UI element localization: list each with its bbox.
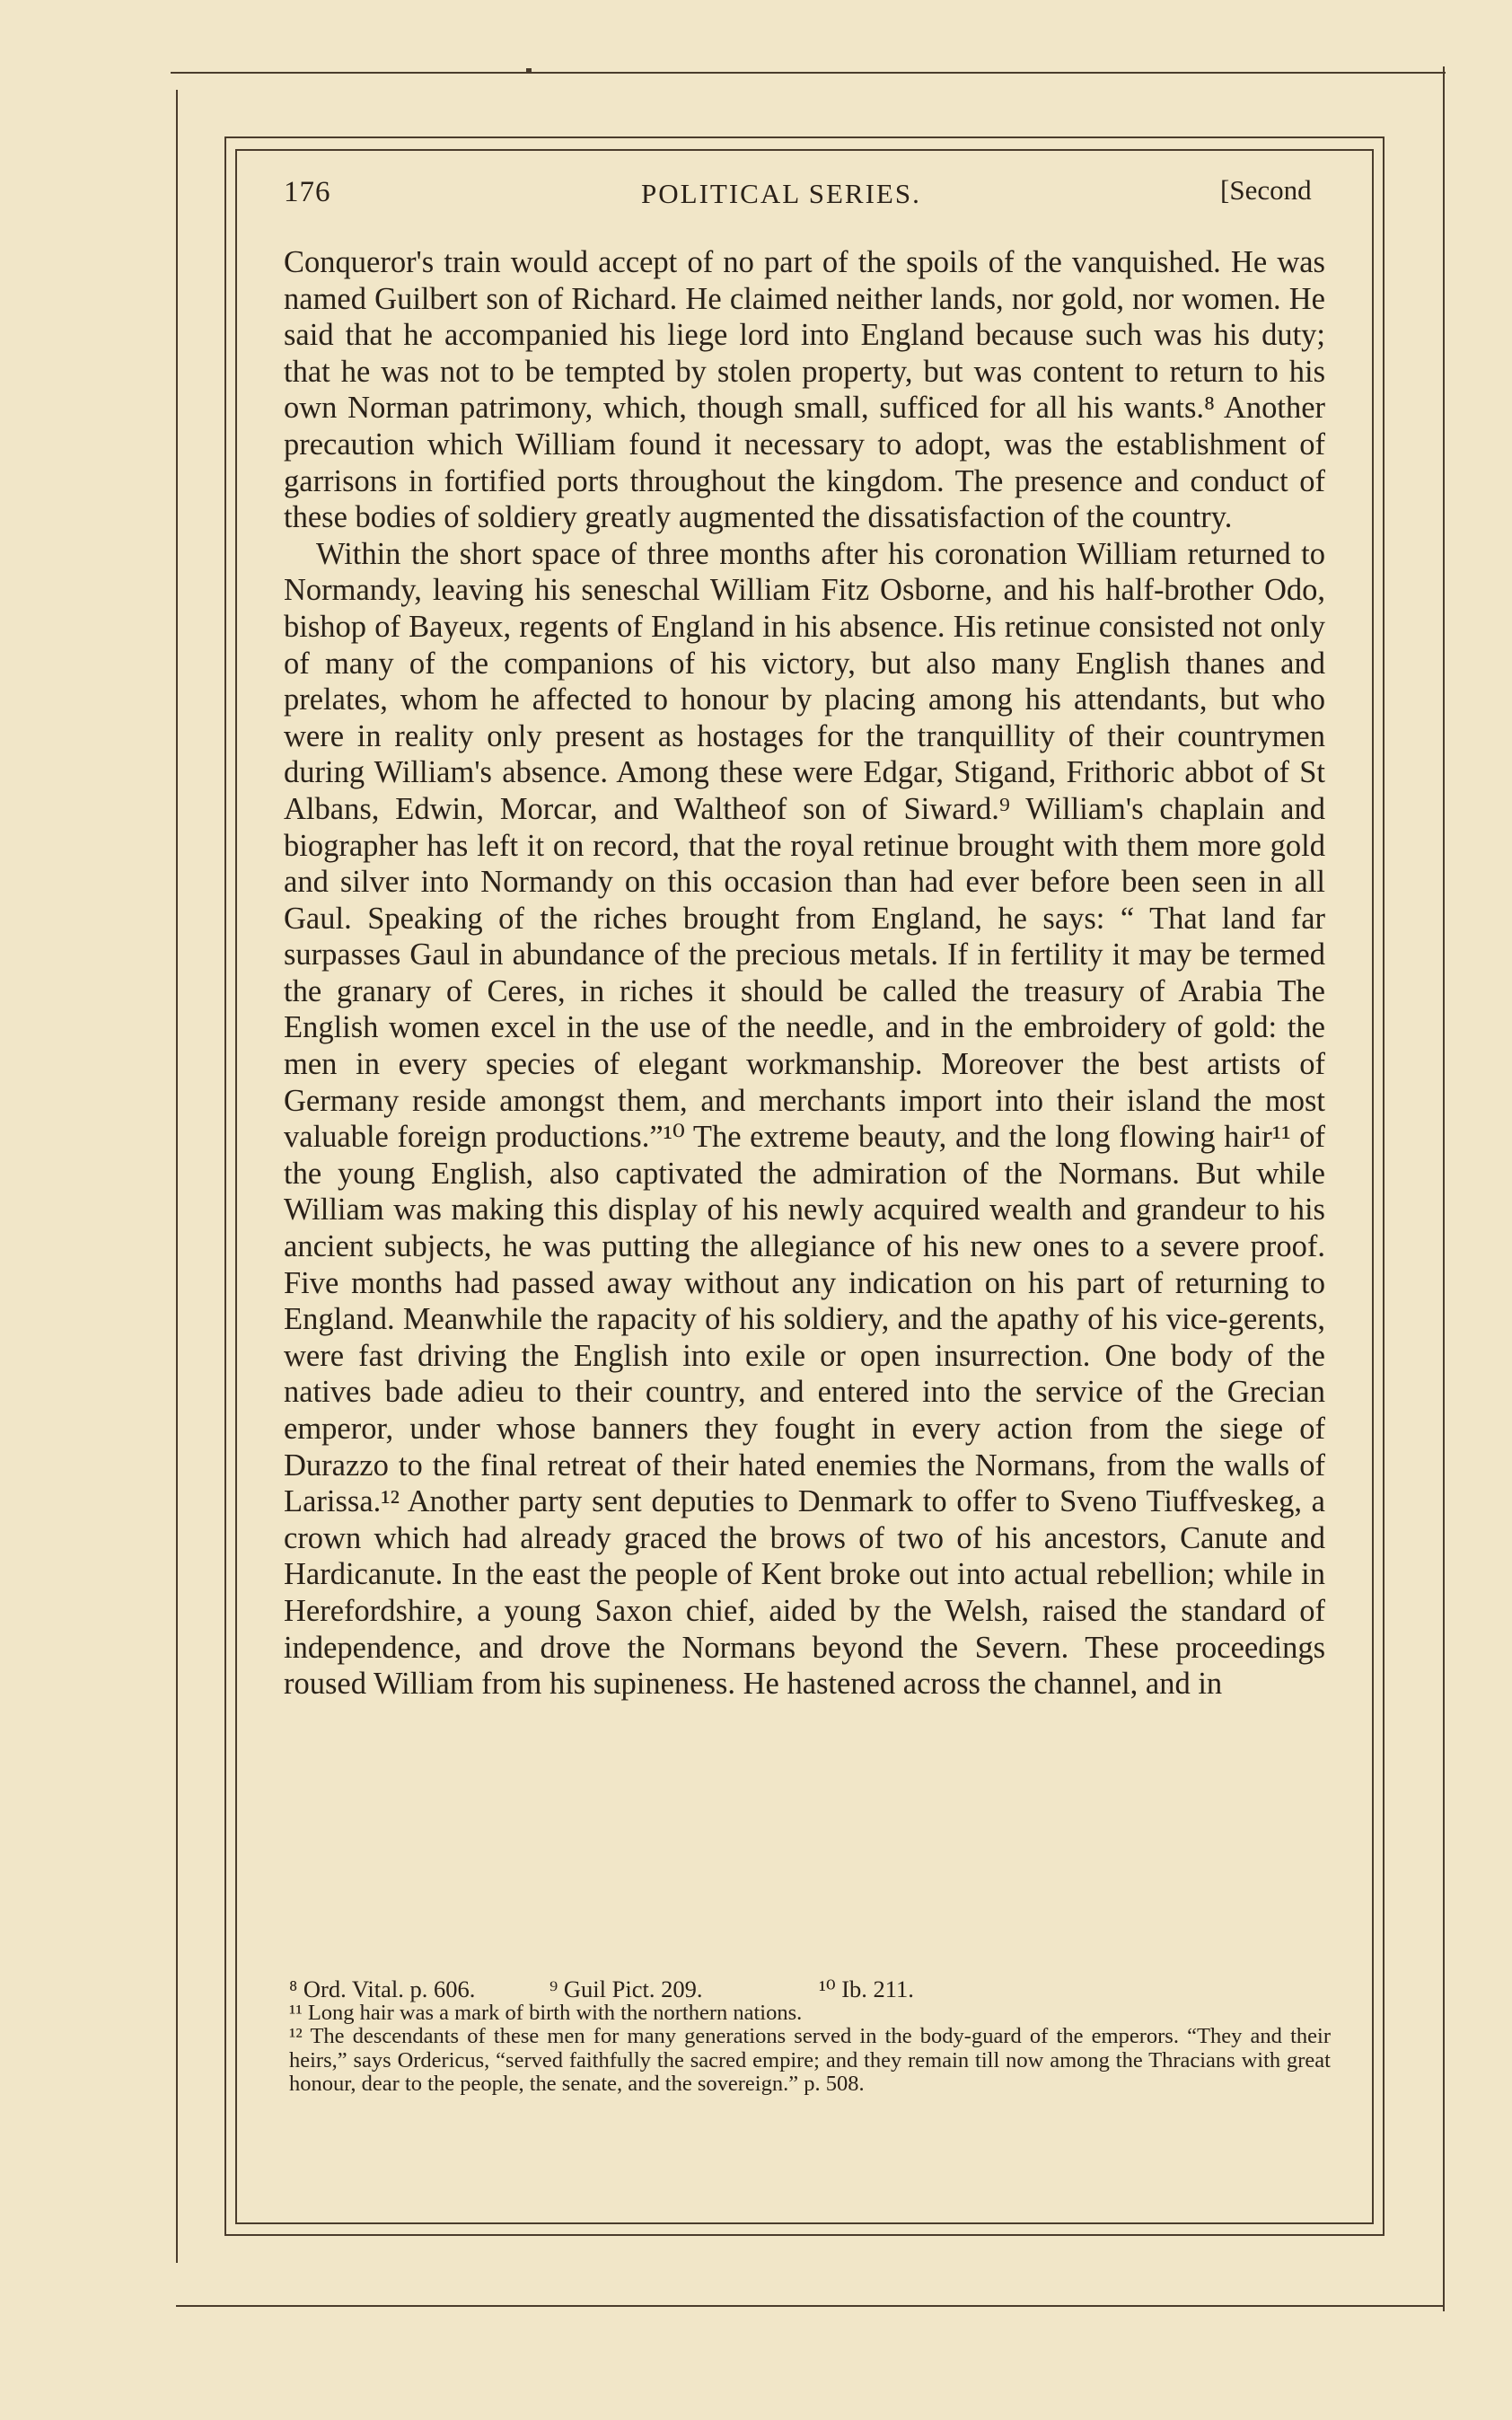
footnote-9: ⁹ Guil Pict. 209.: [549, 1976, 703, 2002]
body-text: [284, 244, 1325, 1703]
bottom-rule: [176, 2305, 1444, 2307]
running-title: POLITICAL SERIES.: [641, 178, 921, 209]
top-rule: [171, 72, 1446, 74]
running-series: [Second: [1220, 174, 1312, 206]
footnote-10: ¹⁰ Ib. 211.: [819, 1976, 914, 2002]
left-rule: [176, 90, 178, 2263]
footnote-12: ¹² The descendants of these men for many generations served in the body-guard of the emperors. “They and their heirs,” says Ordericus, “served faithfully the sacred empire; and they remain till now among the Thracians with great honour, dear to the people, the senate, and the sovereign.” p. 508.: [289, 2024, 1331, 2096]
page-number: 176: [284, 176, 331, 208]
footnote-refs: [289, 1977, 1331, 2002]
paragraph: Conqueror's train would accept of no part of the spoils of the vanquished. He was named Guilbert son of Richard. He claimed neither lands, nor gold, nor women. He said that he accompanied his liege lord into England because such was his duty; that he was not to be tempted by stolen property, but was content to return to his own Norman patrimony, which, though small, sufficed for all his wants.⁸ Another precaution which William found it necessary to adopt, was the establishment of garrisons in fortified ports throughout the kingdom. The presence and conduct of these bodies of soldiery greatly augmented the dissatisfaction of the country.: [284, 245, 1325, 535]
right-rule: [1443, 66, 1445, 2311]
footnotes: [289, 1977, 1331, 2097]
rule-mark: [526, 68, 532, 74]
paragraph: Within the short space of three months after his coronation William returned to Normandy, leaving his seneschal William Fitz Osborne, and his half-brother Odo, bishop of Bayeux, regents of England in his absence. His retinue consisted not only of many of the companions of his victory, but also many English thanes and prelates, whom he affected to honour by placing among his attendants, but who were in reality only present as hostages for the tranquillity of their countrymen during William's absence. Among these were Edgar, Stigand, Frithoric abbot of St Albans, Edwin, Morcar, and Waltheof son of Siward.⁹ William's chaplain and biographer has left it on record, that the royal retinue brought with them more gold and silver into Normandy on this occasion than had ever before been seen in all Gaul. Speaking of the riches brought from England, he says: “ That land far surpasses Gaul in abundance of the precious metals. If in fertility it may be termed the granary of Ceres, in riches it should be called the treasury of Arabia The English women excel in the use of the needle, and in the embroidery of gold: the men in every species of elegant workmanship. Moreover the best artists of Germany reside amongst them, and merchants import into their island the most valuable foreign productions.”¹⁰ The extreme beauty, and the long flowing hair¹¹ of the young English, also captivated the admiration of the Normans. But while William was making this display of his newly acquired wealth and grandeur to his ancient subjects, he was putting the allegiance of his new ones to a severe proof. Five months had passed away without any indication on his part of returning to England. Meanwhile the rapacity of his soldiery, and the apathy of his vice-gerents, were fast driving the English into exile or open insurrection. One body of the natives bade adieu to their country, and entered into the service of the Grecian emperor, under whose banners they fought in every action from the siege of Durazzo to the final retreat of their hated enemies the Normans, from the walls of Larissa.¹² Another party sent deputies to Denmark to offer to Sveno Tiuffveskeg, a crown which had already graced the brows of two of his ancestors, Canute and Hardicanute. In the east the people of Kent broke out into actual rebellion; while in Herefordshire, a young Saxon chief, aided by the Welsh, raised the standard of independence, and drove the Normans beyond the Severn. These proceedings roused William from his supineness. He hastened across the channel, and in: [284, 536, 1325, 1702]
footnote-11: ¹¹ Long hair was a mark of birth with the northern nations.: [289, 2000, 803, 2025]
footnote-8: ⁸ Ord. Vital. p. 606.: [289, 1976, 476, 2002]
